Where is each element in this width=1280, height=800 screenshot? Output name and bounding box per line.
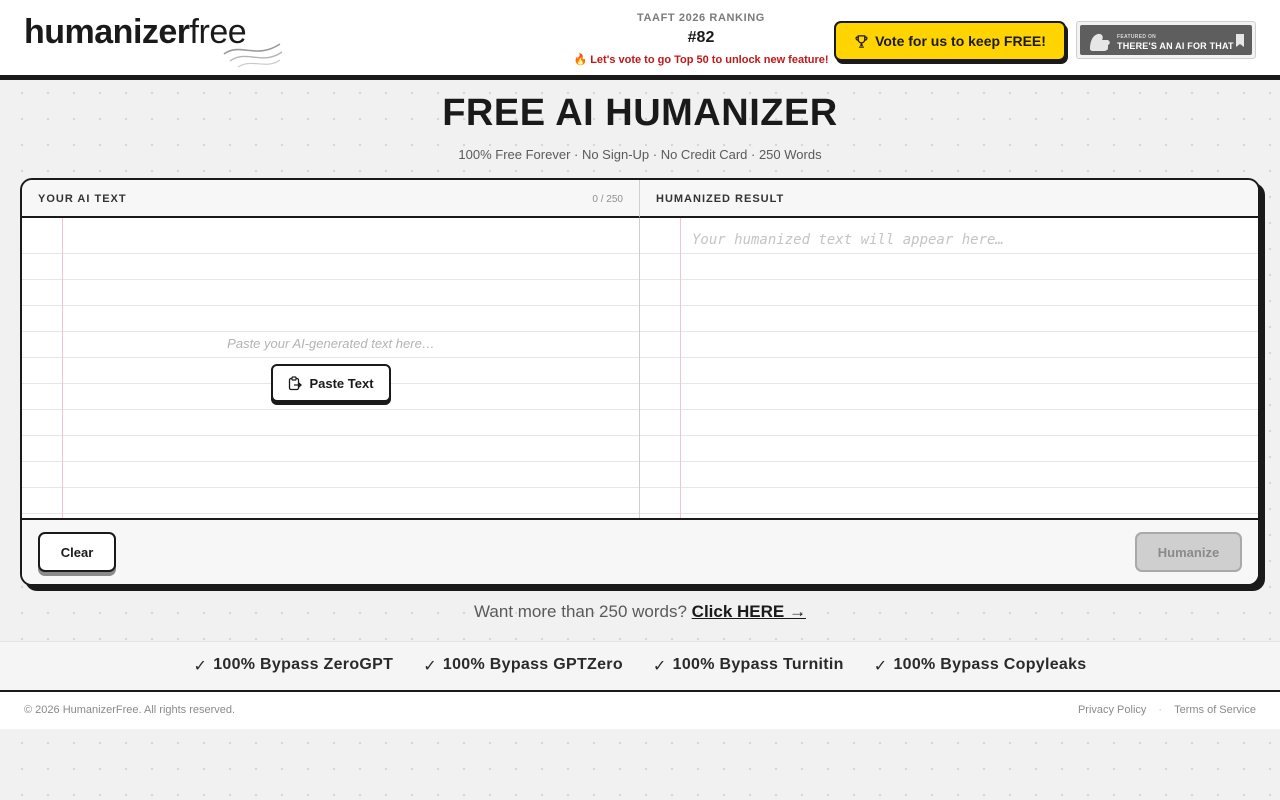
- page-title: FREE AI HUMANIZER: [442, 92, 838, 134]
- privacy-policy-link[interactable]: Privacy Policy: [1077, 704, 1147, 716]
- hand-icon: [1087, 29, 1113, 53]
- output-textarea[interactable]: [640, 218, 1258, 518]
- input-textarea[interactable]: [22, 218, 640, 518]
- logo-swoosh-icon: [222, 34, 284, 68]
- site-footer: [0, 692, 1280, 729]
- ranking-label: TAAFT 2026 RANKING: [637, 12, 765, 24]
- tool-actions-bar: [22, 518, 1258, 584]
- output-placeholder: Your humanized text will appear here…: [692, 232, 1004, 248]
- bypass-item: [874, 656, 1087, 676]
- copyright-text: © 2026 HumanizerFree. All rights reserved.: [24, 704, 236, 716]
- check-icon: ✓: [873, 658, 888, 675]
- vote-button-label: Vote for us to keep FREE!: [875, 33, 1046, 49]
- word-counter: 0 / 250: [592, 194, 623, 205]
- bookmark-icon: [1236, 34, 1244, 47]
- vote-button[interactable]: [834, 21, 1066, 61]
- upsell-link[interactable]: Click HERE →: [691, 602, 806, 621]
- ranking-cta: 🔥 Let's vote to go Top 50 to unlock new feature!: [573, 54, 829, 66]
- bypass-label: 100% Bypass GPTZero: [442, 656, 623, 673]
- bypass-item: [193, 656, 393, 676]
- clear-button[interactable]: Clear: [38, 532, 116, 572]
- site-logo[interactable]: [24, 12, 284, 68]
- upsell-line: [0, 602, 1280, 622]
- badge-background: [1080, 25, 1252, 55]
- paste-text-button[interactable]: [271, 364, 391, 402]
- clipboard-icon: [288, 376, 302, 391]
- output-pane-title: HUMANIZED RESULT: [656, 193, 785, 205]
- terms-of-service-link[interactable]: Terms of Service: [1174, 704, 1256, 716]
- logo-light-text: free: [189, 13, 247, 51]
- badge-featured-label: FEATURED ON: [1117, 34, 1157, 40]
- taaft-ranking: [572, 12, 830, 66]
- trophy-icon: [854, 34, 869, 49]
- footer-separator: ·: [1158, 704, 1163, 716]
- input-pane-title: YOUR AI TEXT: [38, 193, 127, 205]
- paste-text-label: Paste Text: [309, 375, 374, 391]
- input-margin-line: [62, 218, 63, 518]
- check-icon: ✓: [193, 658, 208, 675]
- page-subtitle: 100% Free Forever · No Sign-Up · No Credit Card · 250 Words: [458, 147, 822, 162]
- humanize-button[interactable]: Humanize: [1135, 532, 1242, 572]
- bypass-item: [423, 656, 623, 676]
- taaft-featured-badge[interactable]: [1076, 21, 1256, 59]
- check-icon: ✓: [652, 658, 667, 675]
- input-placeholder: Paste your AI-generated text here…: [227, 336, 435, 351]
- humanizer-tool-card: [20, 178, 1260, 586]
- bypass-label: 100% Bypass ZeroGPT: [213, 656, 394, 673]
- bypass-label: 100% Bypass Copyleaks: [893, 656, 1087, 673]
- bypass-item: [653, 656, 844, 676]
- output-margin-line: [680, 218, 681, 518]
- bypass-label: 100% Bypass Turnitin: [672, 656, 844, 673]
- upsell-text: Want more than 250 words?: [474, 602, 687, 621]
- badge-main-label: THERE'S AN AI FOR THAT: [1117, 41, 1234, 51]
- check-icon: ✓: [423, 658, 437, 675]
- output-pane-header: [640, 180, 1258, 218]
- input-pane-header: [22, 180, 640, 218]
- footer-links: [1078, 704, 1256, 716]
- ranking-number: #82: [687, 29, 715, 46]
- logo-bold-text: humanizer: [24, 13, 190, 51]
- site-header: [0, 0, 1280, 80]
- bypass-claims-strip: [0, 641, 1280, 692]
